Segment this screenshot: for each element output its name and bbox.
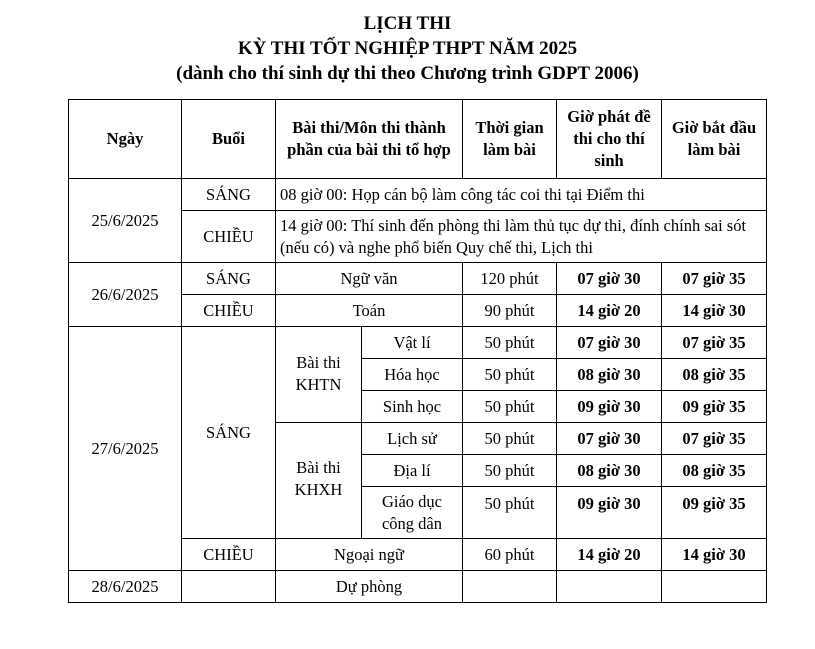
subject-cell: Ngoại ngữ bbox=[276, 539, 463, 571]
table-row bbox=[69, 263, 767, 295]
handout-time-cell: 14 giờ 20 bbox=[557, 539, 662, 571]
session-cell: CHIỀU bbox=[182, 211, 276, 263]
start-time-cell: 14 giờ 30 bbox=[662, 295, 767, 327]
handout-time-cell: 07 giờ 30 bbox=[557, 423, 662, 455]
header-baithi: Bài thi/Môn thi thành phần của bài thi tổ hợp bbox=[276, 100, 463, 179]
subject-cell: Ngữ văn bbox=[276, 263, 463, 295]
subject-cell: Toán bbox=[276, 295, 463, 327]
duration-cell: 50 phút bbox=[463, 327, 557, 359]
table-row bbox=[69, 179, 767, 211]
start-time-cell-empty bbox=[662, 571, 767, 603]
handout-time-cell: 09 giờ 30 bbox=[557, 487, 662, 539]
date-cell: 26/6/2025 bbox=[69, 263, 182, 327]
handout-time-cell: 07 giờ 30 bbox=[557, 263, 662, 295]
subject-cell: Hóa học bbox=[362, 359, 463, 391]
start-time-cell: 07 giờ 35 bbox=[662, 327, 767, 359]
table-row bbox=[69, 571, 767, 603]
start-time-cell: 08 giờ 35 bbox=[662, 455, 767, 487]
subject-cell: Sinh học bbox=[362, 391, 463, 423]
handout-time-cell: 08 giờ 30 bbox=[557, 359, 662, 391]
duration-cell: 50 phút bbox=[463, 391, 557, 423]
header-thoigian: Thời gian làm bài bbox=[463, 100, 557, 179]
duration-cell: 60 phút bbox=[463, 539, 557, 571]
document-header bbox=[0, 0, 815, 86]
subject-cell: Vật lí bbox=[362, 327, 463, 359]
duration-cell-empty bbox=[463, 571, 557, 603]
start-time-cell: 07 giờ 35 bbox=[662, 263, 767, 295]
date-cell: 27/6/2025 bbox=[69, 327, 182, 571]
subject-cell: Dự phòng bbox=[276, 571, 463, 603]
header-giophatde: Giờ phát đề thi cho thí sinh bbox=[557, 100, 662, 179]
duration-cell: 50 phút bbox=[463, 487, 557, 539]
date-cell: 25/6/2025 bbox=[69, 179, 182, 263]
session-cell: CHIỀU bbox=[182, 539, 276, 571]
header-buoi: Buổi bbox=[182, 100, 276, 179]
handout-time-cell-empty bbox=[557, 571, 662, 603]
start-time-cell: 09 giờ 35 bbox=[662, 391, 767, 423]
note-cell: 14 giờ 00: Thí sinh đến phòng thi làm thủ tục dự thi, đính chính sai sót (nếu có) và nghe phổ biến Quy chế thi, Lịch thi bbox=[276, 211, 767, 263]
handout-time-cell: 14 giờ 20 bbox=[557, 295, 662, 327]
session-cell: CHIỀU bbox=[182, 295, 276, 327]
handout-time-cell: 09 giờ 30 bbox=[557, 391, 662, 423]
start-time-cell: 14 giờ 30 bbox=[662, 539, 767, 571]
group-cell-khxh: Bài thi KHXH bbox=[276, 423, 362, 539]
duration-cell: 50 phút bbox=[463, 359, 557, 391]
subject-cell: Giáo dục công dân bbox=[362, 487, 463, 539]
subject-cell: Địa lí bbox=[362, 455, 463, 487]
duration-cell: 90 phút bbox=[463, 295, 557, 327]
session-cell: SÁNG bbox=[182, 263, 276, 295]
duration-cell: 120 phút bbox=[463, 263, 557, 295]
start-time-cell: 07 giờ 35 bbox=[662, 423, 767, 455]
title-line-2: KỲ THI TỐT NGHIỆP THPT NĂM 2025 bbox=[237, 38, 578, 59]
handout-time-cell: 07 giờ 30 bbox=[557, 327, 662, 359]
exam-schedule-table bbox=[68, 99, 767, 603]
handout-time-cell: 08 giờ 30 bbox=[557, 455, 662, 487]
note-cell: 08 giờ 00: Họp cán bộ làm công tác coi thi tại Điểm thi bbox=[276, 179, 767, 211]
date-cell: 28/6/2025 bbox=[69, 571, 182, 603]
session-cell-empty bbox=[182, 571, 276, 603]
group-cell-khtn: Bài thi KHTN bbox=[276, 327, 362, 423]
table-row bbox=[69, 327, 767, 359]
session-cell: SÁNG bbox=[182, 327, 276, 539]
session-cell: SÁNG bbox=[182, 179, 276, 211]
header-giobatdau: Giờ bắt đầu làm bài bbox=[662, 100, 767, 179]
duration-cell: 50 phút bbox=[463, 423, 557, 455]
start-time-cell: 09 giờ 35 bbox=[662, 487, 767, 539]
start-time-cell: 08 giờ 35 bbox=[662, 359, 767, 391]
subject-cell: Lịch sử bbox=[362, 423, 463, 455]
title-line-1: LỊCH THI bbox=[363, 13, 452, 34]
duration-cell: 50 phút bbox=[463, 455, 557, 487]
header-ngay: Ngày bbox=[69, 100, 182, 179]
header-row bbox=[69, 100, 767, 179]
title-line-3: (dành cho thí sinh dự thi theo Chương trình GDPT 2006) bbox=[176, 63, 639, 84]
